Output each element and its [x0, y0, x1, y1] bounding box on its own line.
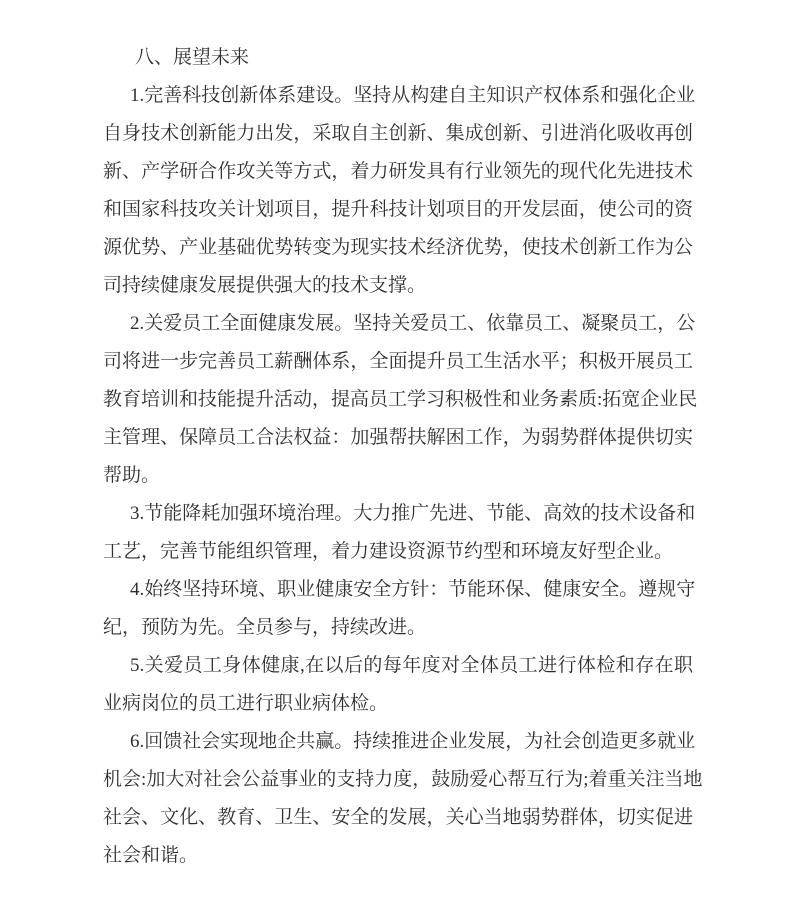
text-line: 纪，预防为先。全员参与，持续改进。 — [103, 617, 427, 638]
paragraph — [103, 571, 696, 647]
paragraph — [103, 723, 703, 875]
text-line: 机会:加大对社会公益事业的支持力度，鼓励爱心帮互行为;着重关注当地 — [103, 769, 703, 790]
text-line: 5.关爱员工身体健康,在以后的每年度对全体员工进行体检和存在职 — [130, 655, 693, 676]
document-body — [103, 77, 703, 875]
text-line: 和国家科技攻关计划项目，提升科技计划项目的开发层面，使公司的资 — [103, 199, 693, 220]
paragraph — [103, 495, 696, 571]
text-line: 4.始终坚持环境、职业健康安全方针：节能环保、健康安全。遵规守 — [130, 579, 696, 600]
text-line: 源优势、产业基础优势转变为现实技术经济优势，使技术创新工作为公 — [103, 237, 693, 258]
text-line: 1.完善科技创新体系建设。坚持从构建自主知识产权体系和强化企业 — [130, 85, 696, 106]
text-line: 工艺，完善节能组织管理，着力建设资源节约型和环境友好型企业。 — [103, 541, 674, 562]
text-line: 帮助。 — [103, 465, 161, 486]
section-heading: 八、展望未来 — [135, 47, 250, 68]
text-line: 自身技术创新能力出发，采取自主创新、集成创新、引进消化吸收再创 — [103, 123, 693, 144]
text-line: 新、产学研合作攻关等方式，着力研发具有行业领先的现代化先进技术 — [103, 161, 693, 182]
text-line: 教育培训和技能提升活动，提高员工学习积极性和业务素质:拓宽企业民 — [103, 389, 698, 410]
text-line: 社会、文化、教育、卫生、安全的发展，关心当地弱势群体，切实促进 — [103, 807, 693, 828]
text-line: 司持续健康发展提供强大的技术支撑。 — [103, 275, 427, 296]
text-line: 6.回馈社会实现地企共赢。持续推进企业发展，为社会创造更多就业 — [130, 731, 696, 752]
document-content — [103, 39, 703, 875]
text-line: 2.关爱员工全面健康发展。坚持关爱员工、依靠员工、凝聚员工，公 — [130, 313, 696, 334]
text-line: 主管理、保障员工合法权益：加强帮扶解困工作，为弱势群体提供切实 — [103, 427, 693, 448]
paragraph — [103, 647, 693, 723]
text-line: 司将进一步完善员工薪酬体系，全面提升员工生活水平；积极开展员工 — [103, 351, 693, 372]
paragraph — [103, 305, 698, 495]
text-line: 业病岗位的员工进行职业病体检。 — [103, 693, 389, 714]
text-line: 3.节能降耗加强环境治理。大力推广先进、节能、高效的技术设备和 — [130, 503, 696, 524]
text-line: 社会和谐。 — [103, 845, 199, 866]
paragraph — [103, 77, 696, 305]
